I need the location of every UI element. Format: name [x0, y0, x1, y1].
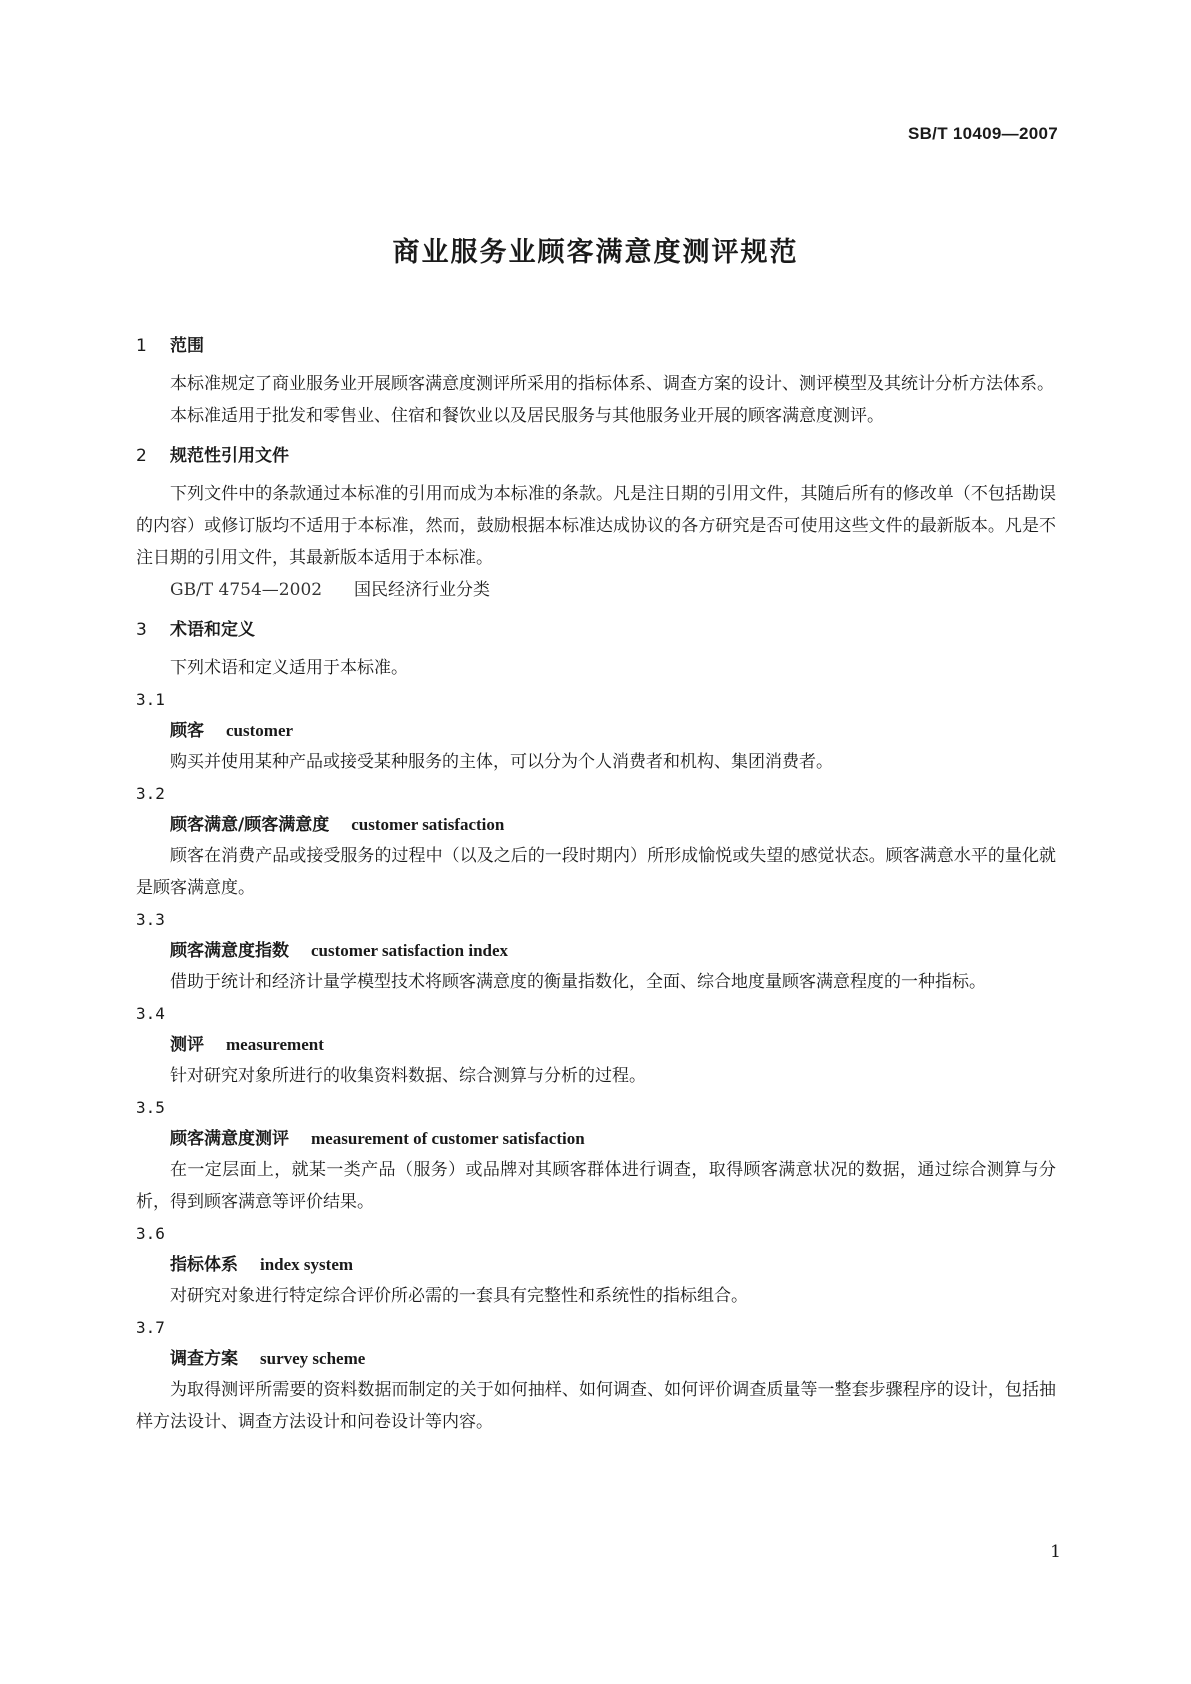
- term-entry: [136, 998, 1056, 1092]
- reference-code: GB/T 4754—2002: [170, 580, 323, 600]
- term-name-zh: 顾客: [170, 721, 204, 741]
- term-name-en: measurement: [226, 1035, 324, 1054]
- section-heading-normative-references: [136, 440, 1056, 472]
- term-definition: 购买并使用某种产品或接受某种服务的主体，可以分为个人消费者和机构、集团消费者。: [170, 752, 833, 772]
- document-body: [136, 322, 1056, 1438]
- term-definition: 对研究对象进行特定综合评价所必需的一套具有完整性和系统性的指标组合。: [170, 1286, 748, 1306]
- reference-name: 国民经济行业分类: [354, 580, 490, 600]
- term-number: 3.2: [136, 784, 165, 803]
- terms-intro: 下列术语和定义适用于本标准。: [170, 658, 408, 678]
- section-heading-scope: [136, 330, 1056, 362]
- section-title: 规范性引用文件: [170, 446, 289, 466]
- term-number: 3.3: [136, 910, 165, 929]
- references-paragraph: 下列文件中的条款通过本标准的引用而成为本标准的条款。凡是注日期的引用文件，其随后所有的修改单（不包括勘误的内容）或修订版均不适用于本标准，然而，鼓励根据本标准达成协议的各方研究是否可使用这些文件的最新版本。凡是不注日期的引用文件，其最新版本适用于本标准。: [136, 484, 1056, 568]
- term-name-en: measurement of customer satisfaction: [311, 1129, 585, 1148]
- term-entry: [136, 684, 1056, 778]
- term-name: [136, 935, 1056, 966]
- reference-entry: [136, 574, 1056, 606]
- term-definition: 为取得测评所需要的资料数据而制定的关于如何抽样、如何调查、如何评价调查质量等一整套步骤程序的设计，包括抽样方法设计、调查方法设计和问卷设计等内容。: [136, 1380, 1056, 1432]
- term-name: [136, 809, 1056, 840]
- term-number: 3.4: [136, 1004, 165, 1023]
- term-number: 3.1: [136, 690, 165, 709]
- term-entry: [136, 778, 1056, 904]
- term-definition: 在一定层面上，就某一类产品（服务）或品牌对其顾客群体进行调查，取得顾客满意状况的数据，通过综合测算与分析，得到顾客满意等评价结果。: [136, 1160, 1056, 1212]
- term-name-zh: 测评: [170, 1035, 204, 1055]
- term-number: 3.7: [136, 1318, 165, 1337]
- term-name-zh: 顾客满意/顾客满意度: [170, 815, 330, 835]
- term-name-zh: 指标体系: [170, 1255, 238, 1275]
- term-name: [136, 1123, 1056, 1154]
- term-name-zh: 顾客满意度测评: [170, 1129, 289, 1149]
- section-number: 2: [136, 446, 147, 466]
- term-name-en: customer satisfaction: [351, 815, 505, 834]
- term-entry: [136, 1312, 1056, 1438]
- scope-paragraph: 本标准规定了商业服务业开展顾客满意度测评所采用的指标体系、调查方案的设计、测评模型及其统计分析方法体系。: [170, 374, 1054, 394]
- term-name-zh: 调查方案: [170, 1349, 238, 1369]
- term-entry: [136, 1218, 1056, 1312]
- section-number: 3: [136, 620, 147, 640]
- section-title: 术语和定义: [170, 620, 255, 640]
- section-title: 范围: [170, 336, 204, 356]
- scope-paragraph: 本标准适用于批发和零售业、住宿和餐饮业以及居民服务与其他服务业开展的顾客满意度测评。: [170, 406, 884, 426]
- term-name-en: survey scheme: [260, 1349, 366, 1368]
- term-name-en: index system: [260, 1255, 354, 1274]
- document-title: 商业服务业顾客满意度测评规范: [392, 237, 799, 268]
- term-name: [136, 1029, 1056, 1060]
- standard-code: SB/T 10409—2007: [907, 124, 1058, 143]
- term-entry: [136, 904, 1056, 998]
- section-number: 1: [136, 336, 147, 356]
- term-definition: 顾客在消费产品或接受服务的过程中（以及之后的一段时期内）所形成愉悦或失望的感觉状态。顾客满意水平的量化就是顾客满意度。: [136, 846, 1056, 898]
- section-heading-terms: [136, 614, 1056, 646]
- term-name-en: customer: [226, 721, 294, 740]
- term-name-en: customer satisfaction index: [311, 941, 509, 960]
- term-number: 3.6: [136, 1224, 165, 1243]
- term-definition: 借助于统计和经济计量学模型技术将顾客满意度的衡量指数化，全面、综合地度量顾客满意程度的一种指标。: [170, 972, 986, 992]
- term-number: 3.5: [136, 1098, 165, 1117]
- term-name: [136, 1249, 1056, 1280]
- term-name-zh: 顾客满意度指数: [170, 941, 289, 961]
- term-definition: 针对研究对象所进行的收集资料数据、综合测算与分析的过程。: [170, 1066, 646, 1086]
- page-number: 1: [1050, 1542, 1061, 1562]
- term-name: [136, 715, 1056, 746]
- term-entry: [136, 1092, 1056, 1218]
- term-name: [136, 1343, 1056, 1374]
